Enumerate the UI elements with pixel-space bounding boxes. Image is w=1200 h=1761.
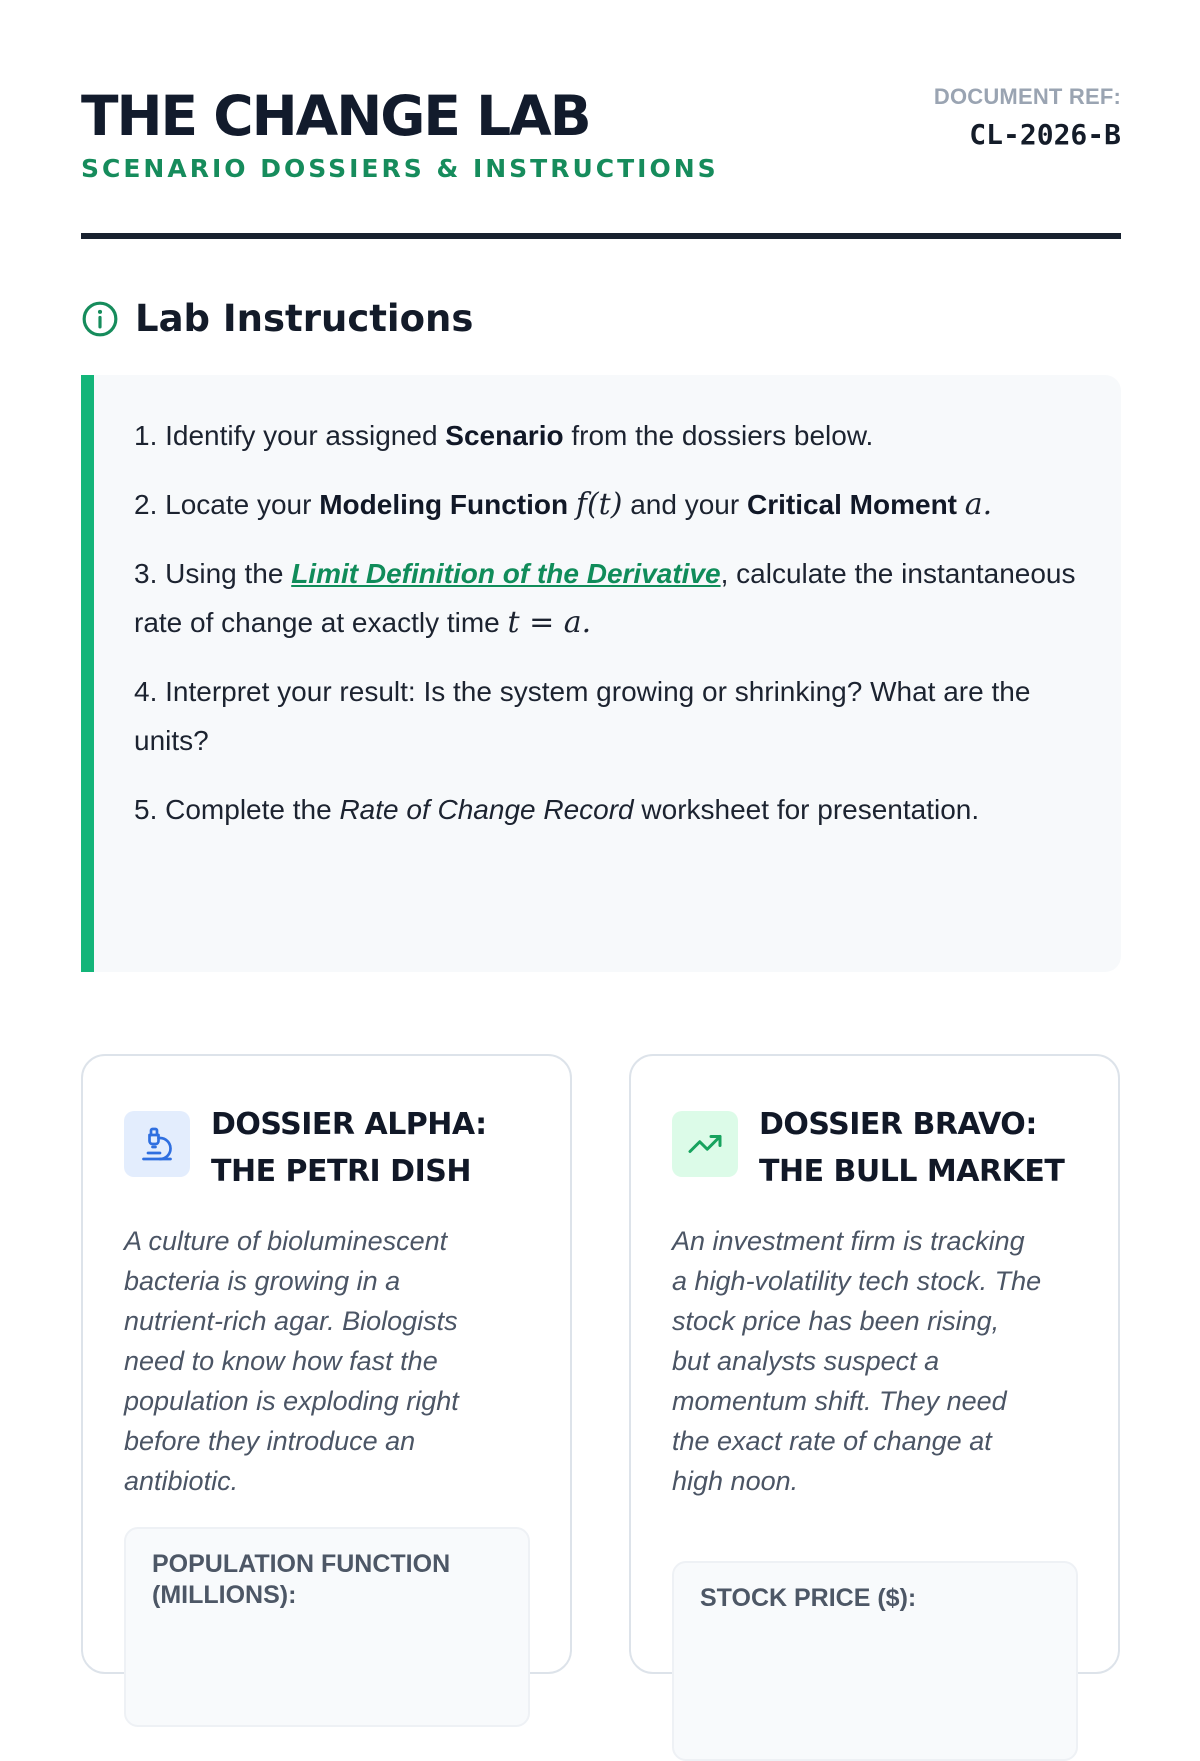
dossier-bravo-function-box: [672, 1561, 1078, 1761]
instructions-heading: [81, 295, 473, 343]
header-divider: [81, 233, 1121, 239]
instruction-step-4: 4. Interpret your result: Is the system growing or shrinking? What are the units?: [134, 676, 1031, 756]
dossier-bravo-card: [629, 1054, 1120, 1674]
document-ref-label: DOCUMENT REF:: [933, 84, 1121, 109]
instructions-accent-bar: [81, 375, 94, 972]
document-ref: [934, 82, 1121, 154]
document-ref-code: CL-2026-B: [969, 118, 1121, 151]
dossier-alpha-function-label: POPULATION FUNCTION (MILLIONS):: [152, 1550, 451, 1609]
dossier-bravo-function-label: STOCK PRICE ($):: [700, 1584, 917, 1612]
trending-up-icon: [687, 1126, 723, 1162]
dossier-bravo-title: DOSSIER BRAVO: THE BULL MARKET: [759, 1107, 1065, 1189]
limit-definition-link[interactable]: Limit Definition of the Derivative: [291, 558, 721, 589]
dossier-alpha-description: A culture of bioluminescent bacteria is growing in a nutrient-rich agar. Biologists need to know how fast the population is exploding right before they introduce an antibiotic.: [124, 1226, 459, 1496]
instructions-box: [81, 375, 1121, 972]
instructions-list: [134, 411, 1079, 854]
info-circle-icon: [81, 300, 119, 338]
document-page: [81, 0, 1121, 1612]
dossier-alpha-function-box: [124, 1527, 530, 1727]
dossier-bravo-icon-badge: [672, 1111, 738, 1177]
page-title: THE CHANGE LAB: [81, 84, 590, 148]
instruction-step-3: 3. Using the Limit Definition of the Derivative, calculate the instantaneous rate of change at exactly time t = a.: [134, 558, 1076, 640]
dossier-bravo-description: An investment firm is tracking a high-volatility tech stock. The stock price has been rising, but analysts suspect a momentum shift. They need the exact rate of change at high noon.: [672, 1226, 1042, 1496]
instructions-title: Lab Instructions: [135, 297, 474, 340]
instruction-step-2: 2. Locate your Modeling Function f(t) and your Critical Moment a.: [134, 487, 993, 522]
microscope-icon: [139, 1126, 175, 1162]
instruction-step-5: 5. Complete the Rate of Change Record worksheet for presentation.: [134, 794, 980, 825]
dossier-alpha-icon-badge: [124, 1111, 190, 1177]
page-subtitle: SCENARIO DOSSIERS & INSTRUCTIONS: [81, 154, 719, 183]
dossier-alpha-title: DOSSIER ALPHA: THE PETRI DISH: [211, 1107, 487, 1189]
dossier-alpha-card: [81, 1054, 572, 1674]
instruction-step-1: 1. Identify your assigned Scenario from the dossiers below.: [134, 420, 874, 451]
